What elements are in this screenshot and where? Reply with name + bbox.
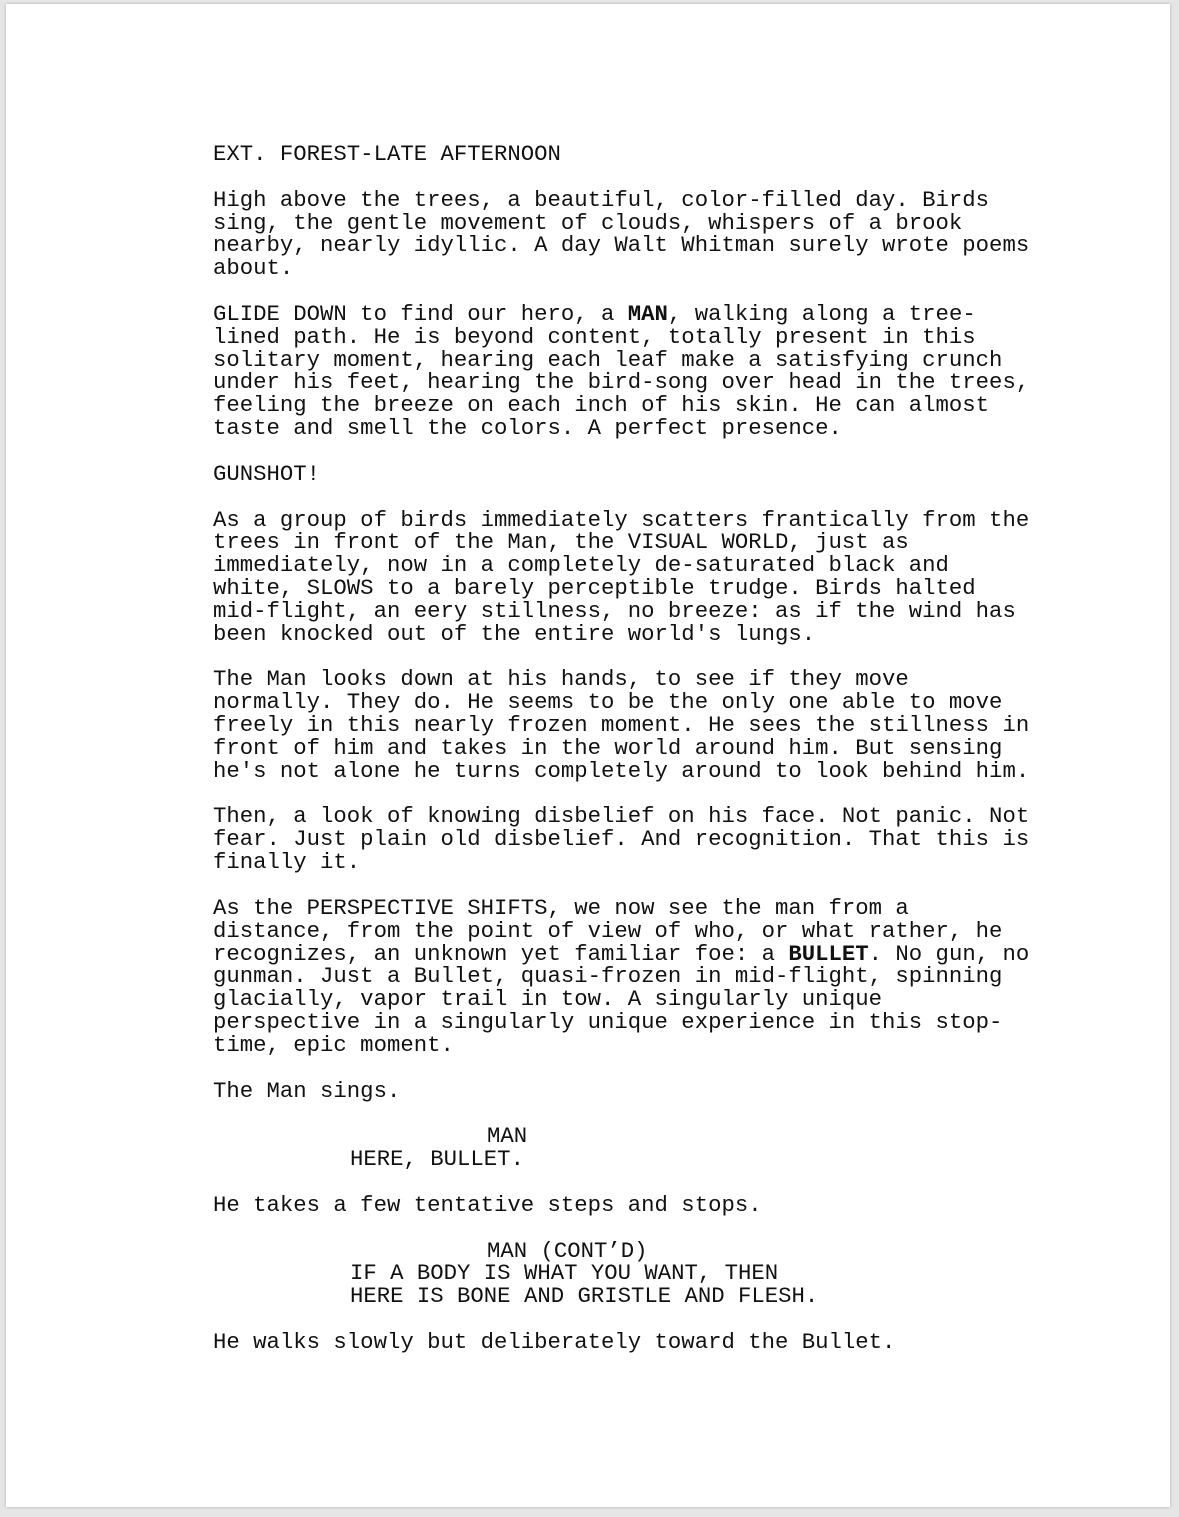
action-line: As the PERSPECTIVE SHIFTS, we now see the man from a (213, 894, 909, 921)
action-line: under his feet, hearing the bird-song over head in the trees, (213, 369, 1030, 396)
action-paragraph (213, 894, 1053, 1058)
action-line: trees in front of the Man, the VISUAL WORLD, just as (213, 529, 909, 556)
action-line (213, 940, 1053, 967)
action-line: High above the trees, a beautiful, color-filled day. Birds (213, 186, 990, 213)
action-line: time, epic moment. (213, 1031, 454, 1058)
action-paragraph (213, 668, 1053, 782)
action-line: immediately, now in a completely de-saturated black and (213, 552, 949, 579)
action-text: recognizes, an unknown yet familiar foe: a (213, 940, 789, 967)
action-line: front of him and takes in the world around him. But sensing (213, 734, 1003, 761)
action-paragraph (213, 300, 1053, 442)
action-line: taste and smell the colors. A perfect presence. (213, 415, 842, 442)
action-line: distance, from the point of view of who, or what rather, he (213, 917, 1003, 944)
scene-heading: EXT. FOREST-LATE AFTERNOON (213, 141, 561, 167)
action-line: been knocked out of the entire world's lungs. (213, 620, 816, 647)
action-text: . No gun, no (868, 940, 1030, 967)
action-line: he's not alone he turns completely around to look behind him. (213, 757, 1030, 784)
action-line: nearby, nearly idyllic. A day Walt Whitman surely wrote poems (213, 232, 1030, 259)
dialogue-block (213, 1237, 1053, 1310)
action-line: glacially, vapor trail in tow. A singularly unique (213, 986, 883, 1013)
action-line: sing, the gentle movement of clouds, whispers of a brook (213, 209, 963, 236)
action-line: fear. Just plain old disbelief. And recognition. That this is (213, 826, 1030, 853)
action-line: He takes a few tentative steps and stops. (213, 1191, 762, 1218)
action-line: feeling the breeze on each inch of his skin. He can almost (213, 392, 990, 419)
character-name: MAN (CONT’D) (487, 1237, 648, 1264)
action-line: mid-flight, an eery stillness, no breeze: as if the wind has (213, 597, 1016, 624)
action-line: As a group of birds immediately scatters frantically from the (213, 506, 1030, 533)
screenplay-body (213, 143, 1053, 1354)
action-line: about. (213, 255, 294, 282)
action-line (213, 300, 1053, 327)
action-line: Then, a look of knowing disbelief on his face. Not panic. Not (213, 803, 1030, 830)
action-line: He walks slowly but deliberately toward the Bullet. (213, 1328, 896, 1355)
action-line: gunman. Just a Bullet, quasi-frozen in mid-flight, spinning (213, 963, 1003, 990)
script-page (6, 4, 1170, 1507)
character-name: MAN (487, 1123, 528, 1150)
action-line: white, SLOWS to a barely perceptible trudge. Birds halted (213, 575, 976, 602)
action-line: normally. They do. He seems to be the only one able to move (213, 689, 1003, 716)
dialogue-line: IF A BODY IS WHAT YOU WANT, THEN (350, 1260, 779, 1287)
action-paragraph (213, 186, 1053, 282)
dialogue-line: HERE, BULLET. (350, 1146, 524, 1173)
action-line: The Man looks down at his hands, to see if they move (213, 666, 909, 693)
action-paragraph (213, 805, 1053, 874)
action-text: GLIDE DOWN to find our hero, a (213, 300, 628, 327)
action-text: , walking along a tree- (667, 300, 976, 327)
action-line: lined path. He is beyond content, totally present in this (213, 323, 976, 350)
action-line: freely in this nearly frozen moment. He sees the stillness in (213, 712, 1030, 739)
action-paragraph (213, 506, 1053, 647)
dialogue-block (213, 1125, 1053, 1171)
action-line: solitary moment, hearing each leaf make a satisfying crunch (213, 346, 1003, 373)
dialogue-line: HERE IS BONE AND GRISTLE AND FLESH. (350, 1283, 819, 1310)
character-intro-bullet: BULLET (788, 940, 869, 967)
action-line-gunshot: GUNSHOT! (213, 460, 321, 487)
character-intro-man: MAN (627, 300, 668, 327)
action-line: The Man sings. (213, 1077, 401, 1104)
action-line: finally it. (213, 849, 361, 876)
action-line: perspective in a singularly unique experience in this stop- (213, 1009, 1003, 1036)
